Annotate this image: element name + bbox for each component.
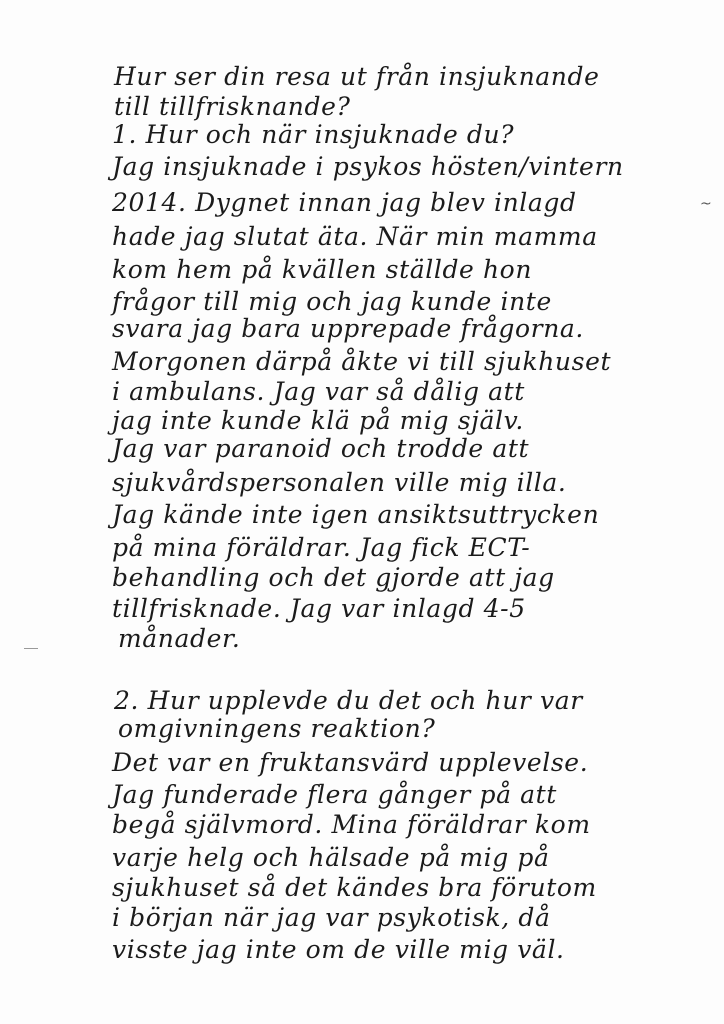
handwritten-line: jag inte kunde klä på mig själv.: [112, 406, 524, 435]
handwritten-line: visste jag inte om de ville mig väl.: [112, 935, 565, 964]
handwritten-line: sjukhuset så det kändes bra förutom: [112, 873, 597, 902]
handwritten-line: omgivningens reaktion?: [118, 714, 436, 743]
margin-dash: [24, 648, 38, 649]
handwritten-line: sjukvårdspersonalen ville mig illa.: [112, 468, 567, 497]
question-heading: 1. Hur och när insjuknade du?: [112, 120, 515, 149]
handwritten-line: Jag insjuknade i psykos hösten/vintern: [112, 152, 624, 181]
question-heading: 2. Hur upplevde du det och hur var: [114, 686, 583, 715]
handwritten-line: till tillfrisknande?: [114, 92, 351, 121]
handwritten-line: Jag var paranoid och trodde att: [112, 434, 530, 463]
handwritten-line: Det var en fruktansvärd upplevelse.: [112, 748, 589, 777]
handwritten-line: behandling och det gjorde att jag: [112, 563, 555, 592]
handwritten-line: svara jag bara upprepade frågorna.: [112, 314, 584, 343]
handwritten-line: i ambulans. Jag var så dålig att: [112, 377, 525, 406]
handwritten-line: hade jag slutat äta. När min mamma: [112, 222, 598, 251]
handwritten-line: varje helg och hälsade på mig på: [112, 843, 550, 872]
handwritten-line: Hur ser din resa ut från insjuknande: [114, 62, 600, 91]
handwritten-line: på mina föräldrar. Jag fick ECT-: [112, 533, 531, 562]
handwritten-line: Jag funderade flera gånger på att: [112, 780, 557, 809]
handwritten-line: frågor till mig och jag kunde inte: [112, 287, 552, 316]
handwritten-line: 2014. Dygnet innan jag blev inlagd: [112, 188, 577, 217]
handwritten-line: kom hem på kvällen ställde hon: [112, 255, 533, 284]
handwritten-line: begå självmord. Mina föräldrar kom: [112, 810, 591, 839]
handwritten-line: i början när jag var psykotisk, då: [112, 903, 551, 932]
handwritten-line: månader.: [118, 624, 241, 653]
handwritten-line: Jag kände inte igen ansiktsuttrycken: [112, 500, 600, 529]
handwritten-line: tillfrisknade. Jag var inlagd 4-5: [112, 594, 526, 623]
handwritten-line: Morgonen därpå åkte vi till sjukhuset: [112, 347, 612, 376]
margin-mark: ~: [700, 196, 712, 212]
